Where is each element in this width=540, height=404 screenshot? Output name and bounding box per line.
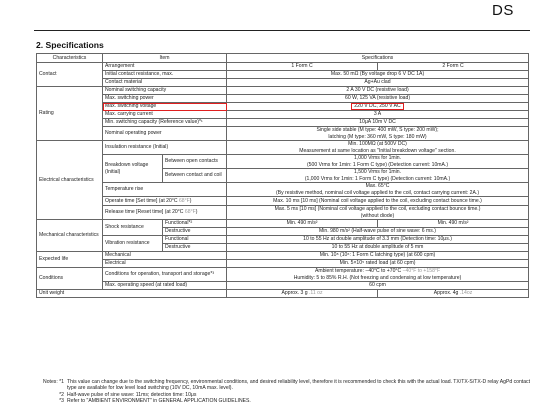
- spec-value: 2 A 30 V DC (resistive load): [227, 87, 529, 95]
- item-text: Release time [Reset time] (at 20°C: [105, 209, 184, 216]
- table-row: [37, 290, 529, 298]
- sub-item: Destructive: [163, 228, 227, 236]
- table-row: [37, 95, 529, 103]
- group-label-electrical: Electrical characteristics: [37, 141, 103, 220]
- spec-value: Min. 490 m/s²: [227, 220, 378, 228]
- row-item: Temperature rise: [103, 183, 227, 197]
- row-item: Vibration resistance: [103, 236, 163, 252]
- spec-line: 1,000 Vrms for 1min.: [353, 155, 402, 162]
- note-key: *3: [59, 397, 64, 404]
- highlighted-spec-cell: [227, 103, 529, 111]
- group-label-unit-weight: Unit weight: [37, 290, 227, 298]
- spec-value: [227, 183, 529, 197]
- spec-value: 10 to 55 Hz at double amplitude of 3.3 mm (Detection time: 10μs.): [227, 236, 529, 244]
- sub-item: Functional: [163, 236, 227, 244]
- spec-value: [378, 290, 529, 298]
- spec-value: 60 cpm: [227, 282, 529, 290]
- row-item: [103, 197, 227, 206]
- spec-value: [227, 206, 529, 220]
- spec-value: Ag+Au clad: [227, 79, 529, 87]
- sub-item: Functional*²: [163, 220, 227, 228]
- section-title: 2. Specifications: [36, 40, 104, 50]
- row-item: Breakdown voltage (Initial): [103, 155, 163, 183]
- note-marker: *1: [59, 379, 64, 385]
- note-key: [36, 379, 67, 392]
- table-row: [37, 260, 529, 268]
- spec-line: Max. 65°C: [365, 183, 390, 190]
- spec-value: Max. 50 mΩ (By voltage drop 6 V DC 1A): [227, 71, 529, 79]
- spec-value: [227, 155, 529, 169]
- table-row: [37, 252, 529, 260]
- row-item: Insulation resistance (Initial): [103, 141, 227, 155]
- group-label-rating: Rating: [37, 87, 103, 141]
- header-specifications: Specifications: [227, 54, 529, 63]
- table-row: [37, 155, 529, 169]
- header-characteristics: Characteristics: [37, 54, 103, 63]
- spec-line: Min. 100MΩ (at 500V DC): [348, 141, 407, 148]
- table-row: [37, 71, 529, 79]
- weight-value: Approx. 3 g: [281, 290, 308, 297]
- spec-value: 1 Form C: [227, 63, 378, 71]
- item-text: ): [195, 209, 198, 216]
- table-row: [37, 197, 529, 206]
- spec-line: Max. 5 ms [10 ms] (Nominal coil voltage applied to the coil, excluding contact bounce time.): [274, 206, 481, 213]
- table-row: [37, 103, 529, 111]
- sub-item: Between open contacts: [163, 155, 227, 169]
- spec-value: [227, 290, 378, 298]
- spec-line: latching (M type: 360 mW, S type: 180 mW): [328, 133, 427, 140]
- row-item: Max. switching power: [103, 95, 227, 103]
- spec-value: [227, 141, 529, 155]
- spec-value: 10μA 10m V DC: [227, 119, 529, 127]
- spec-value: Max. 10 ms [10 ms] (Nominal coil voltage applied to the coil, excluding contact bounce time.): [227, 197, 529, 206]
- spec-value: Min. 10⁸ (10⁶: 1 Form C latching type) (at 600 cpm): [227, 252, 529, 260]
- table-row: [37, 206, 529, 220]
- note-text: Half-wave pulse of sine wave: 11ms; detection time: 10μs: [67, 391, 197, 398]
- group-label-mechanical: Mechanical characteristics: [37, 220, 103, 252]
- spec-line: (1,000 Vrms for 1min: 1 Form C type) (Detection current: 10mA.): [304, 175, 451, 182]
- sub-item: Between contact and coil: [163, 169, 227, 183]
- spec-line: Measurement at same location as "Initial breakdown voltage" section.: [299, 147, 456, 154]
- sub-item: Destructive: [163, 244, 227, 252]
- table-header-row: [37, 54, 529, 63]
- spec-value: Min. 980 m/s² (Half-wave pulse of sine wave: 6 ms.): [227, 228, 529, 236]
- table-row: [37, 141, 529, 155]
- table-row: [37, 79, 529, 87]
- table-row: [37, 111, 529, 119]
- table-row: [37, 87, 529, 95]
- spec-line: (without diode): [360, 212, 395, 219]
- spec-value: [227, 268, 529, 282]
- table-row: [37, 236, 529, 244]
- row-item: [103, 206, 227, 220]
- imperial-unit: .11 oz: [309, 290, 323, 297]
- spec-value: [227, 169, 529, 183]
- table-row: [37, 119, 529, 127]
- table-row: [37, 220, 529, 228]
- table-row: [37, 282, 529, 290]
- spec-value: 2 Form C: [378, 63, 529, 71]
- row-item: Nominal switching capacity: [103, 87, 227, 95]
- header-rule: [34, 30, 530, 31]
- note-key: *2: [59, 391, 64, 398]
- spec-value: 10 to 55 Hz at double amplitude of 5 mm: [227, 244, 529, 252]
- highlighted-item: Max. switching voltage: [103, 103, 227, 111]
- row-item: Mechanical: [103, 252, 227, 260]
- spec-line: Single side stable (M type: 400 mW, S type: 200 mW);: [316, 127, 439, 134]
- item-text: ): [189, 197, 192, 204]
- imperial-unit: 68°F: [178, 197, 190, 204]
- spec-table: [36, 53, 529, 298]
- group-label-contact: Contact: [37, 63, 103, 87]
- row-item: Electrical: [103, 260, 227, 268]
- group-label-expected-life: Expected life: [37, 252, 103, 268]
- highlighted-value: 220 V DC, 250 V AC: [351, 103, 403, 109]
- imperial-unit: 68°F: [184, 209, 196, 216]
- note-item: [36, 379, 536, 392]
- spec-line: (500 Vrms for 1min: 1 Form C type) (Detection current: 10mA.): [306, 161, 449, 168]
- spec-value: Min. 490 m/s²: [378, 220, 529, 228]
- row-item: Initial contact resistance, max.: [103, 71, 227, 79]
- table-row: [37, 127, 529, 141]
- row-item: Conditions for operation, transport and storage*³: [103, 268, 227, 282]
- spec-line: (By resistive method, nominal coil voltage applied to the coil, contact carrying current: 2A.): [276, 189, 480, 196]
- notes-label: Notes:: [43, 379, 58, 385]
- spec-line: Ambient temperature: −40°C to +70°C: [314, 268, 402, 275]
- spec-value: Min. 5×10⁵ rated load (at 60 cpm): [227, 260, 529, 268]
- spec-line: 1,500 Vrms for 1min.: [353, 169, 402, 176]
- imperial-unit: −40°F to +158°F: [402, 268, 441, 275]
- notes-section: [36, 379, 536, 404]
- brand-label: DS: [492, 2, 514, 19]
- note-text: This value can change due to the switching frequency, environmental conditions, and desired reliability level, therefore it is recommended to check this with the actual load. TX/TX-S/TX-D relay AgPd contact type are available for low level load switching (10V DC, 10mA max. level).: [67, 379, 531, 392]
- table-row: [37, 63, 529, 71]
- note-text: Refer to "AMBIENT ENVIRONMENT" in GENERAL APPLICATION GUIDELINES.: [67, 397, 251, 404]
- note-item: [36, 398, 536, 404]
- row-item: Min. switching capacity (Reference value)*¹: [103, 119, 227, 127]
- spec-line: Humidity: 5 to 85% R.H. (Not freezing and condensing at low temperature): [293, 274, 462, 281]
- group-label-conditions: Conditions: [37, 268, 103, 290]
- spec-value: 60 W, 125 VA (resistive load): [227, 95, 529, 103]
- row-item: Max. carrying current: [103, 111, 227, 119]
- table-row: [37, 268, 529, 282]
- row-item: Max. operating speed (at rated load): [103, 282, 227, 290]
- imperial-unit: .14oz: [459, 290, 473, 297]
- table-row: [37, 183, 529, 197]
- row-item: Nominal operating power: [103, 127, 227, 141]
- spec-value: [227, 127, 529, 141]
- spec-value: 3 A: [227, 111, 529, 119]
- row-item: Arrangement: [103, 63, 227, 71]
- row-item: Shock resistance: [103, 220, 163, 236]
- row-item: Contact material: [103, 79, 227, 87]
- header-item: Item: [103, 54, 227, 63]
- item-text: Operate time [Set time] (at 20°C: [105, 197, 178, 204]
- weight-value: Approx. 4g: [433, 290, 459, 297]
